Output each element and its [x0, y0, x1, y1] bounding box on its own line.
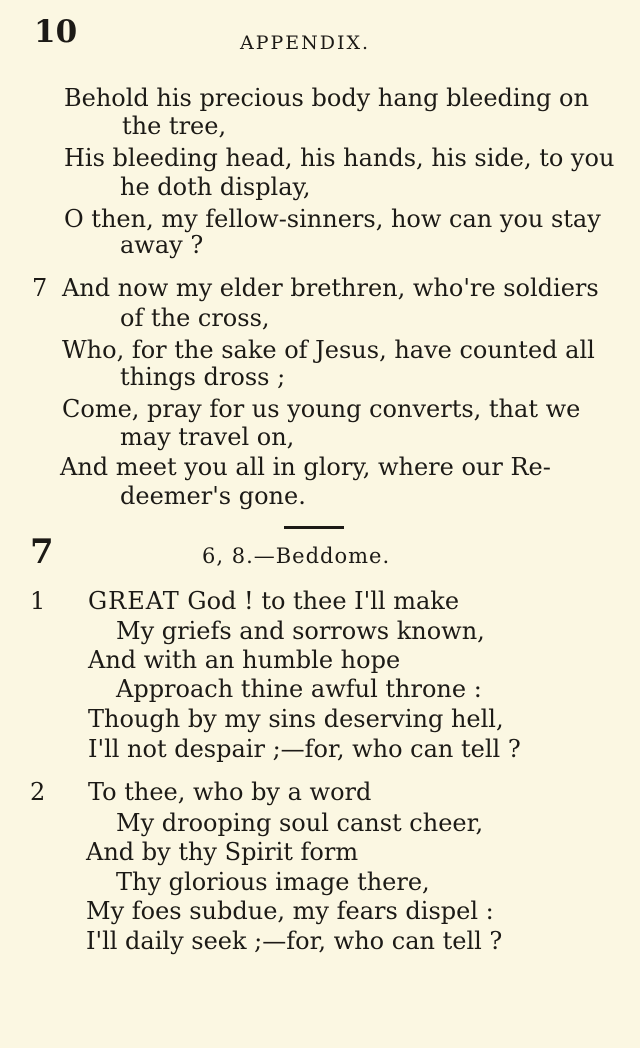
verse-line: My drooping soul canst cheer,: [116, 809, 484, 837]
verse-line: Come, pray for us young converts, that we: [62, 395, 581, 423]
hymn-number: 7: [30, 532, 54, 572]
verse-line: Approach thine awful throne :: [116, 675, 482, 703]
verse-line: And now my elder brethren, who're soldiers: [62, 274, 599, 302]
stanza-number: 1: [30, 587, 46, 615]
verse-line: I'll not despair ;—for, who can tell ?: [88, 735, 521, 763]
verse-line: I'll daily seek ;—for, who can tell ?: [86, 927, 503, 955]
verse-line: he doth display,: [120, 173, 311, 201]
verse-line: And by thy Spirit form: [86, 838, 359, 866]
verse-line: And meet you all in glory, where our Re-: [60, 453, 551, 481]
verse-line: Behold his precious body hang bleeding on: [64, 84, 589, 112]
verse-line-rest: God ! to thee I'll make: [179, 587, 460, 615]
verse-line: O then, my fellow-sinners, how can you stay: [64, 205, 601, 233]
page-header: [34, 14, 600, 54]
verse-line: My griefs and sorrows known,: [116, 617, 485, 645]
verse-line: His bleeding head, his hands, his side, to you: [64, 144, 615, 172]
hymn-meter-author: 6, 8.—Beddome.: [202, 544, 391, 568]
verse-line: of the cross,: [120, 304, 270, 332]
verse-line: My foes subdue, my fears dispel :: [86, 897, 494, 925]
verse-line: things dross ;: [120, 363, 286, 391]
verse-line: Thy glorious image there,: [116, 868, 430, 896]
stanza-number: 7: [32, 274, 48, 302]
verse-line: Though by my sins deserving hell,: [88, 705, 504, 733]
running-title: APPENDIX.: [240, 32, 371, 54]
verse-line: may travel on,: [120, 423, 295, 451]
verse-line: the tree,: [122, 112, 227, 140]
section-divider: [284, 526, 344, 529]
page-number: 10: [34, 14, 78, 50]
verse-line: To thee, who by a word: [88, 778, 372, 806]
verse-line: [88, 586, 459, 616]
verse-line: And with an humble hope: [88, 646, 401, 674]
verse-line: deemer's gone.: [120, 482, 306, 510]
stanza-number: 2: [30, 778, 46, 806]
verse-line: Who, for the sake of Jesus, have counted all: [62, 336, 595, 364]
opening-word: GREAT: [88, 587, 180, 615]
verse-line: away ?: [120, 231, 204, 259]
